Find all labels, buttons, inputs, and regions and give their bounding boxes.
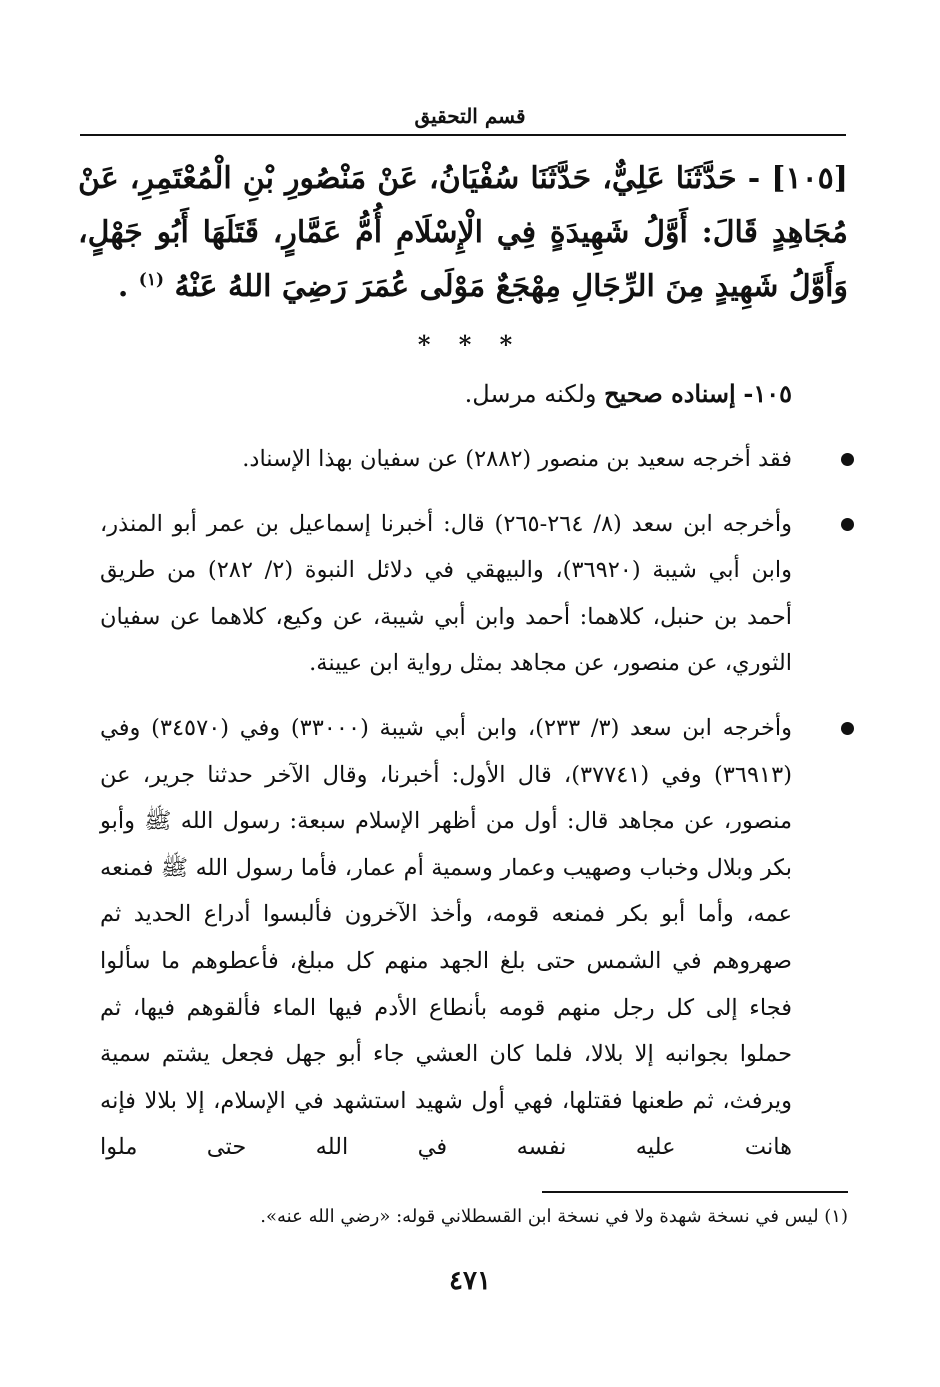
footnote-rule: [542, 1191, 848, 1193]
header-rule: [80, 134, 846, 136]
page-number: ٤٧١: [449, 1266, 491, 1296]
list-item: [100, 705, 792, 1171]
footnote-reference: (١): [138, 270, 165, 290]
takhrij-number: ١٠٥-: [743, 379, 792, 408]
takhrij-heading: [92, 374, 792, 414]
list-item: [100, 501, 792, 687]
bullet-icon: [841, 722, 854, 735]
hadith-end: .: [117, 269, 129, 304]
takhrij-rest: ولكنه مرسل.: [464, 380, 597, 408]
list-item-text: فقد أخرجه سعيد بن منصور (٢٨٨٢) عن سفيان بهذا الإسناد.: [242, 446, 792, 472]
bullet-icon: [841, 518, 854, 531]
hadith-text: [78, 152, 848, 314]
section-separator: * * *: [417, 330, 523, 359]
hadith-body: - حَدَّثَنَا عَلِيٌّ، حَدَّثَنَا سُفْيَانُ، عَنْ مَنْصُورِ بْنِ الْمُعْتَمِرِ، عَنْ مُجَاهِدٍ قَالَ: أَوَّلُ شَهِيدَةٍ فِي الْإِسْلَامِ أُمُّ عَمَّارٍ، قَتَلَهَا أَبُو جَهْلٍ، وَأَوَّلُ شَهِيدٍ مِنَ الرِّجَالِ مِهْجَعٌ مَوْلَى عُمَرَ رَضِيَ اللهُ عَنْهُ: [78, 161, 848, 304]
hadith-number: [١٠٥]: [771, 161, 848, 196]
list-item: [100, 436, 792, 483]
takhrij-list: [100, 436, 792, 1189]
running-header: قسم التحقيق: [414, 104, 526, 128]
list-item-text: وأخرجه ابن سعد (٨/ ٢٦٤-٢٦٥) قال: أخبرنا إسماعيل بن عمر أبو المنذر، وابن أبي شيبة (٣٦٩٢٠)، والبيهقي في دلائل النبوة (٢/ ٢٨٢) من طريق أحمد بن حنبل، كلاهما: أحمد وابن أبي شيبة، عن وكيع، كلاهما عن سفيان الثوري، عن منصور، عن مجاهد بمثل رواية ابن عيينة.: [100, 510, 792, 677]
bullet-icon: [841, 453, 854, 466]
takhrij-verdict: إسناده صحيح: [604, 379, 736, 408]
list-item-text: وأخرجه ابن سعد (٣/ ٢٣٣)، وابن أبي شيبة (٣٣٠٠٠) وفي (٣٤٥٧٠) وفي (٣٦٩١٣) وفي (٣٧٧٤١)، قال الأول: أخبرنا، وقال الآخر حدثنا جرير، عن منصور، عن مجاهد قال: أول من أظهر الإسلام سبعة: رسول الله ﷺ وأبو بكر وبلال وخباب وصهيب وعمار وسمية أم عمار، فأما رسول الله ﷺ فمنعه عمه، وأما أبو بكر فمنعه قومه، وأخذ الآخرون فألبسوا أدراع الحديد ثم صهروهم في الشمس حتى بلغ الجهد منهم كل مبلغ، فأعطوهم ما سألوا فجاء إلى كل رجل منهم قومه بأنطاع الأدم فيها الماء فألقوهم فيها، ثم حملوا بجوانبه إلا بلالا، فلما كان العشي جاء أبو جهل فجعل يشتم سمية ويرفث، ثم طعنها فقتلها، فهي أول شهيد استشهد في الإسلام، إلا بلالا فإنه هانت عليه نفسه في الله حتى ملوا: [100, 714, 793, 1161]
footnote: (١) ليس في نسخة شهدة ولا في نسخة ابن القسطلاني قوله: «رضي الله عنه».: [260, 1206, 848, 1227]
